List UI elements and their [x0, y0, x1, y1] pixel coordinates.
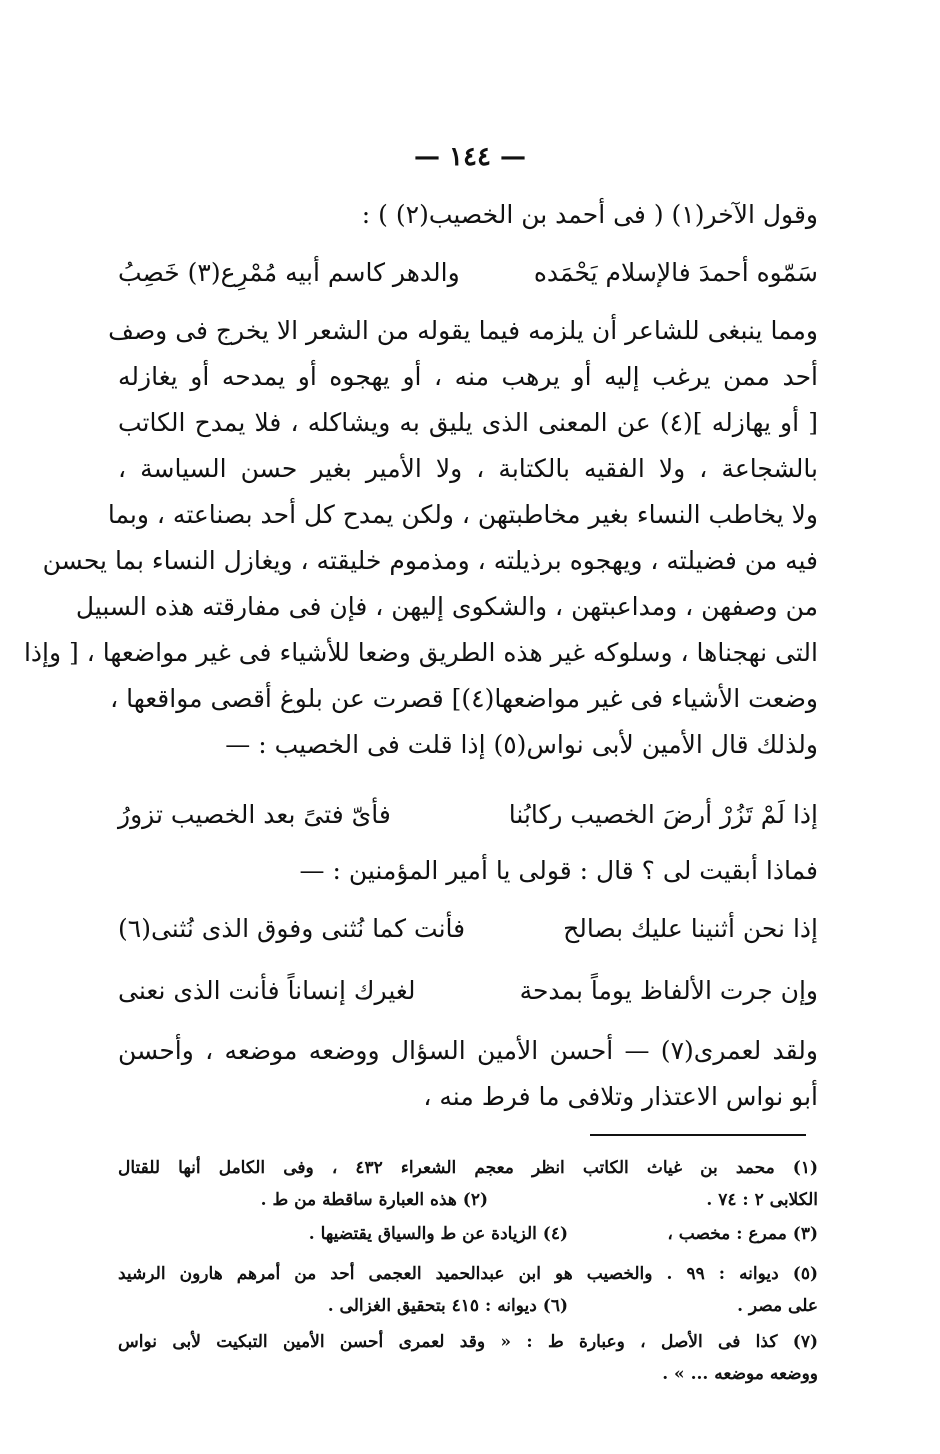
paragraph-1-line-5: ولا يخاطب النساء بغير مخاطبتهن ، ولكن يمدح كل أحد بصناعته ، وبما — [107, 500, 818, 529]
page-number: — ١٤٤ — — [413, 142, 527, 172]
footnote-3: (٣) ممرع : مخصب ، — [667, 1224, 818, 1244]
verse-1 — [118, 258, 818, 287]
paragraph-1-line-4: بالشجاعة ، ولا الفقيه بالكتابة ، ولا الأمير بغير حسن السياسة ، — [118, 454, 818, 483]
verse-1-second-hemistich: والدهر كاسم أبيه مُمْرِع(٣) خَصِبُ — [118, 258, 460, 287]
footnote-5-line-1: (٥) ديوانه : ٩٩ . والخصيب هو ابن عبدالحميد العجمى أحد من أمرهم هارون الرشيد — [118, 1264, 818, 1284]
footnote-5-line-2: على مصر . — [737, 1296, 818, 1316]
paragraph-1-line-10: ولذلك قال الأمين لأبى نواس(٥) إذا قلت فى الخصيب : — — [225, 730, 818, 759]
verse-3 — [118, 914, 818, 943]
verse-3-second-hemistich: فأنت كما نُثنى وفوق الذى نُثنى(٦) — [118, 914, 466, 943]
paragraph-2-line-2: أبو نواس الاعتذار وتلافى ما فرط منه ، — [423, 1082, 818, 1111]
footnote-1-line-1: (١) محمد بن غياث الكاتب انظر معجم الشعراء ٤٣٢ ، وفى الكامل أنها للقتال — [118, 1158, 819, 1178]
footnote-separator — [590, 1134, 806, 1136]
footnote-1-line-2: الكلابى ٢ : ٧٤ . — [706, 1190, 818, 1210]
footnote-2: (٢) هذه العبارة ساقطة من ط . — [260, 1190, 488, 1210]
paragraph-2-line-1: ولقد لعمرى(٧) — أحسن الأمين السؤال ووضعه موضعه ، وأحسن — [118, 1036, 818, 1065]
intro-line: وقول الآخر(١) ( فى أحمد بن الخصيب(٢) ) : — [361, 200, 818, 229]
paragraph-1-line-6: فيه من فضيلته ، ويهجوه برذيلته ، ومذموم خليقته ، ويغازل النساء بما يحسن — [42, 546, 818, 575]
paragraph-1-line-9: وضعت الأشياء فى غير مواضعها(٤)] قصرت عن بلوغ أقصى مواقعها ، — [110, 684, 818, 713]
verse-4-first-hemistich: وإن جرت الألفاظ يوماً بمدحة — [519, 976, 818, 1005]
paragraph-1-line-2: أحد ممن يرغب إليه أو يرهب منه ، أو يهجوه أو يمدحه أو يغازله — [118, 362, 818, 391]
footnote-7-line-2: ووضعه موضعه ... » . — [662, 1364, 818, 1384]
paragraph-1-line-3: [ أو يهازله ](٤) عن المعنى الذى يليق به ويشاكله ، فلا يمدح الكاتب — [118, 408, 818, 437]
verse-4-second-hemistich: لغيرك إنساناً فأنت الذى نعنى — [118, 976, 416, 1005]
verse-3-first-hemistich: إذا نحن أثنينا عليك بصالح — [563, 914, 818, 943]
footnote-6: (٦) ديوانه : ٤١٥ بتحقيق الغزالى . — [327, 1296, 568, 1316]
verse-2 — [118, 800, 818, 829]
paragraph-1-line-7: من وصفهن ، ومداعبتهن ، والشكوى إليهن ، فإن فى مفارقته هذه السبيل — [75, 592, 818, 621]
question-line: فماذا أبقيت لى ؟ قال : قولى يا أمير المؤمنين : — — [299, 856, 818, 885]
footnote-7-line-1: (٧) كذا فى الأصل ، وعبارة ط : « وقد لعمرى أحسن الأمين التبكيت لأبى نواس — [118, 1332, 818, 1352]
footnote-4: (٤) الزيادة عن ط والسياق يقتضيها . — [308, 1224, 568, 1244]
verse-1-first-hemistich: سَمّوه أحمدَ فالإسلام يَحْمَده — [533, 258, 818, 287]
verse-2-second-hemistich: فأىّ فتىً بعد الخصيب تزورُ — [118, 800, 391, 829]
paragraph-1-line-8: التى نهجناها ، وسلوكه غير هذه الطريق وضعا للأشياء فى غير مواضعها ، [ وإذا — [23, 638, 818, 667]
paragraph-1-line-1: ومما ينبغى للشاعر أن يلزمه فيما يقوله من الشعر الا يخرج فى وصف — [108, 316, 818, 345]
verse-4 — [118, 976, 818, 1005]
verse-2-first-hemistich: إذا لَمْ تَزُرْ أرضَ الخصيب ركابُنا — [508, 800, 818, 829]
